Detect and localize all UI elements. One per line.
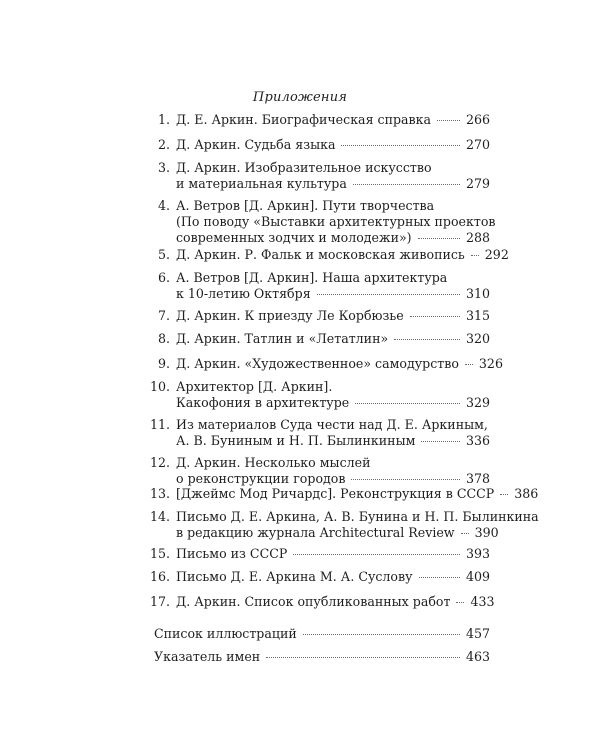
dot-leader — [500, 493, 508, 495]
dot-leader — [456, 601, 464, 603]
entry-number: 13. — [149, 486, 170, 501]
entry-title-line: Д. Аркин. Изобразительное искусство — [176, 160, 432, 175]
entry-last-line — [176, 395, 490, 411]
entry-last-line — [176, 286, 490, 302]
page-number: 315 — [466, 308, 491, 323]
dot-leader — [418, 237, 460, 239]
entry-title-line: (По поводу «Выставки архитектурных проектов — [176, 214, 496, 229]
page-number: 270 — [466, 137, 491, 152]
back-matter-entry — [154, 626, 490, 642]
entry-number: 4. — [157, 198, 170, 213]
dot-leader — [266, 656, 460, 658]
entry-title-line: Д. Аркин. Несколько мыслей — [176, 455, 371, 470]
entry-number: 6. — [157, 270, 170, 285]
toc-entry — [150, 379, 490, 411]
entry-title-line: Письмо Д. Е. Аркина, А. В. Бунина и Н. П. Былинкина — [176, 509, 539, 524]
entry-last-line — [176, 546, 490, 562]
page-number: 386 — [514, 486, 539, 501]
page-number: 326 — [478, 356, 503, 371]
toc-entry — [150, 137, 490, 153]
entry-number: 11. — [149, 417, 170, 432]
entry-last-line — [176, 176, 490, 192]
section-title: Приложения — [252, 90, 348, 105]
entry-title-line: Из материалов Суда чести над Д. Е. Аркиным, — [176, 417, 488, 432]
page-number: 320 — [466, 331, 491, 346]
entry-title-line: А. Ветров [Д. Аркин]. Пути творчества — [176, 198, 435, 213]
toc-entry — [150, 270, 490, 302]
entry-title-line: к 10-летию Октября — [176, 286, 311, 301]
entry-number: 9. — [157, 356, 170, 371]
toc-entry — [150, 247, 509, 263]
entry-last-line — [154, 626, 490, 642]
entry-title-line: Д. Аркин. Р. Фальк и московская живопись — [176, 247, 465, 262]
entry-last-line — [176, 356, 503, 372]
entry-title-line: Список иллюстраций — [154, 626, 297, 641]
entry-title-line: [Джеймс Мод Ричардс]. Реконструкция в СССР — [176, 486, 495, 501]
entry-last-line — [176, 433, 490, 449]
dot-leader — [355, 402, 460, 404]
toc-entry — [150, 455, 490, 487]
entry-number: 16. — [149, 569, 170, 584]
page-number: 463 — [466, 649, 491, 664]
page-number: 393 — [466, 546, 491, 561]
entry-title-line: Д. Аркин. Судьба языка — [176, 137, 336, 152]
dot-leader — [421, 440, 460, 442]
entry-last-line — [176, 594, 495, 610]
toc-entry — [150, 569, 490, 585]
back-matter-entry — [154, 649, 490, 665]
entry-last-line — [176, 331, 490, 347]
entry-number: 2. — [157, 137, 170, 152]
toc-entry — [150, 112, 490, 128]
page-number: 329 — [466, 395, 491, 410]
entry-title-line: А. В. Буниным и Н. П. Былинкиным — [176, 433, 416, 448]
entry-last-line — [176, 486, 539, 502]
entry-last-line — [176, 471, 490, 487]
entry-last-line — [176, 247, 509, 263]
page-number: 433 — [470, 594, 495, 609]
toc-entry — [149, 509, 539, 541]
entry-title-line: Д. Аркин. «Художественное» самодурство — [176, 356, 459, 371]
entry-title-line: Д. Аркин. Татлин и «Летатлин» — [176, 331, 389, 346]
page-number: 378 — [466, 471, 491, 486]
dot-leader — [351, 478, 460, 480]
toc-entry — [149, 594, 495, 610]
dot-leader — [410, 315, 460, 317]
page-number: 279 — [466, 176, 491, 191]
page-number: 457 — [466, 626, 491, 641]
page-number: 288 — [466, 230, 491, 245]
dot-leader — [437, 119, 460, 121]
dot-leader — [293, 553, 460, 555]
entry-last-line — [176, 569, 490, 585]
page-number: 409 — [466, 569, 491, 584]
dot-leader — [303, 633, 460, 635]
entry-last-line — [154, 649, 490, 665]
entry-last-line — [176, 230, 490, 246]
toc-entry — [150, 331, 490, 347]
toc-entry — [150, 198, 496, 246]
dot-leader — [461, 532, 469, 534]
entry-number: 7. — [157, 308, 170, 323]
dot-leader — [471, 254, 479, 256]
dot-leader — [465, 363, 473, 365]
entry-title-line: Письмо Д. Е. Аркина М. А. Суслову — [176, 569, 413, 584]
page-number: 266 — [466, 112, 491, 127]
toc-entry — [149, 486, 539, 502]
entry-title-line: Д. Аркин. К приезду Ле Корбюзье — [176, 308, 404, 323]
entry-title-line: о реконструкции городов — [176, 471, 346, 486]
entry-number: 5. — [157, 247, 170, 262]
entry-number: 3. — [157, 160, 170, 175]
entry-number: 15. — [149, 546, 170, 561]
dot-leader — [341, 144, 460, 146]
entry-title-line: Д. Аркин. Список опубликованных работ — [176, 594, 451, 609]
entry-title-line: Архитектор [Д. Аркин]. — [176, 379, 333, 394]
toc-entry — [150, 160, 490, 192]
entry-number: 14. — [149, 509, 170, 524]
entry-last-line — [176, 308, 490, 324]
toc-entry — [150, 417, 490, 449]
toc-entry — [150, 356, 503, 372]
toc-entry — [150, 308, 490, 324]
page-number: 336 — [466, 433, 491, 448]
entry-number: 17. — [149, 594, 170, 609]
entry-last-line — [176, 137, 490, 153]
entry-title-line: Письмо из СССР — [176, 546, 288, 561]
dot-leader — [394, 338, 460, 340]
entry-number: 8. — [157, 331, 170, 346]
entry-number: 12. — [149, 455, 170, 470]
entry-title-line: А. Ветров [Д. Аркин]. Наша архитектура — [176, 270, 448, 285]
entry-number: 10. — [149, 379, 170, 394]
page-number: 292 — [484, 247, 509, 262]
dot-leader — [419, 576, 460, 578]
entry-last-line — [176, 525, 499, 541]
dot-leader — [317, 293, 460, 295]
page-number: 390 — [474, 525, 499, 540]
entry-title-line: и материальная культура — [176, 176, 347, 191]
entry-number: 1. — [157, 112, 170, 127]
entry-last-line — [176, 112, 490, 128]
page-number: 310 — [466, 286, 491, 301]
entry-title-line: Указатель имен — [154, 649, 261, 664]
entry-title-line: современных зодчих и молодежи») — [176, 230, 412, 245]
entry-title-line: в редакцию журнала Architectural Review — [176, 525, 455, 540]
dot-leader — [353, 183, 460, 185]
entry-title-line: Какофония в архитектуре — [176, 395, 350, 410]
toc-entry — [150, 546, 490, 562]
entry-title-line: Д. Е. Аркин. Биографическая справка — [176, 112, 432, 127]
